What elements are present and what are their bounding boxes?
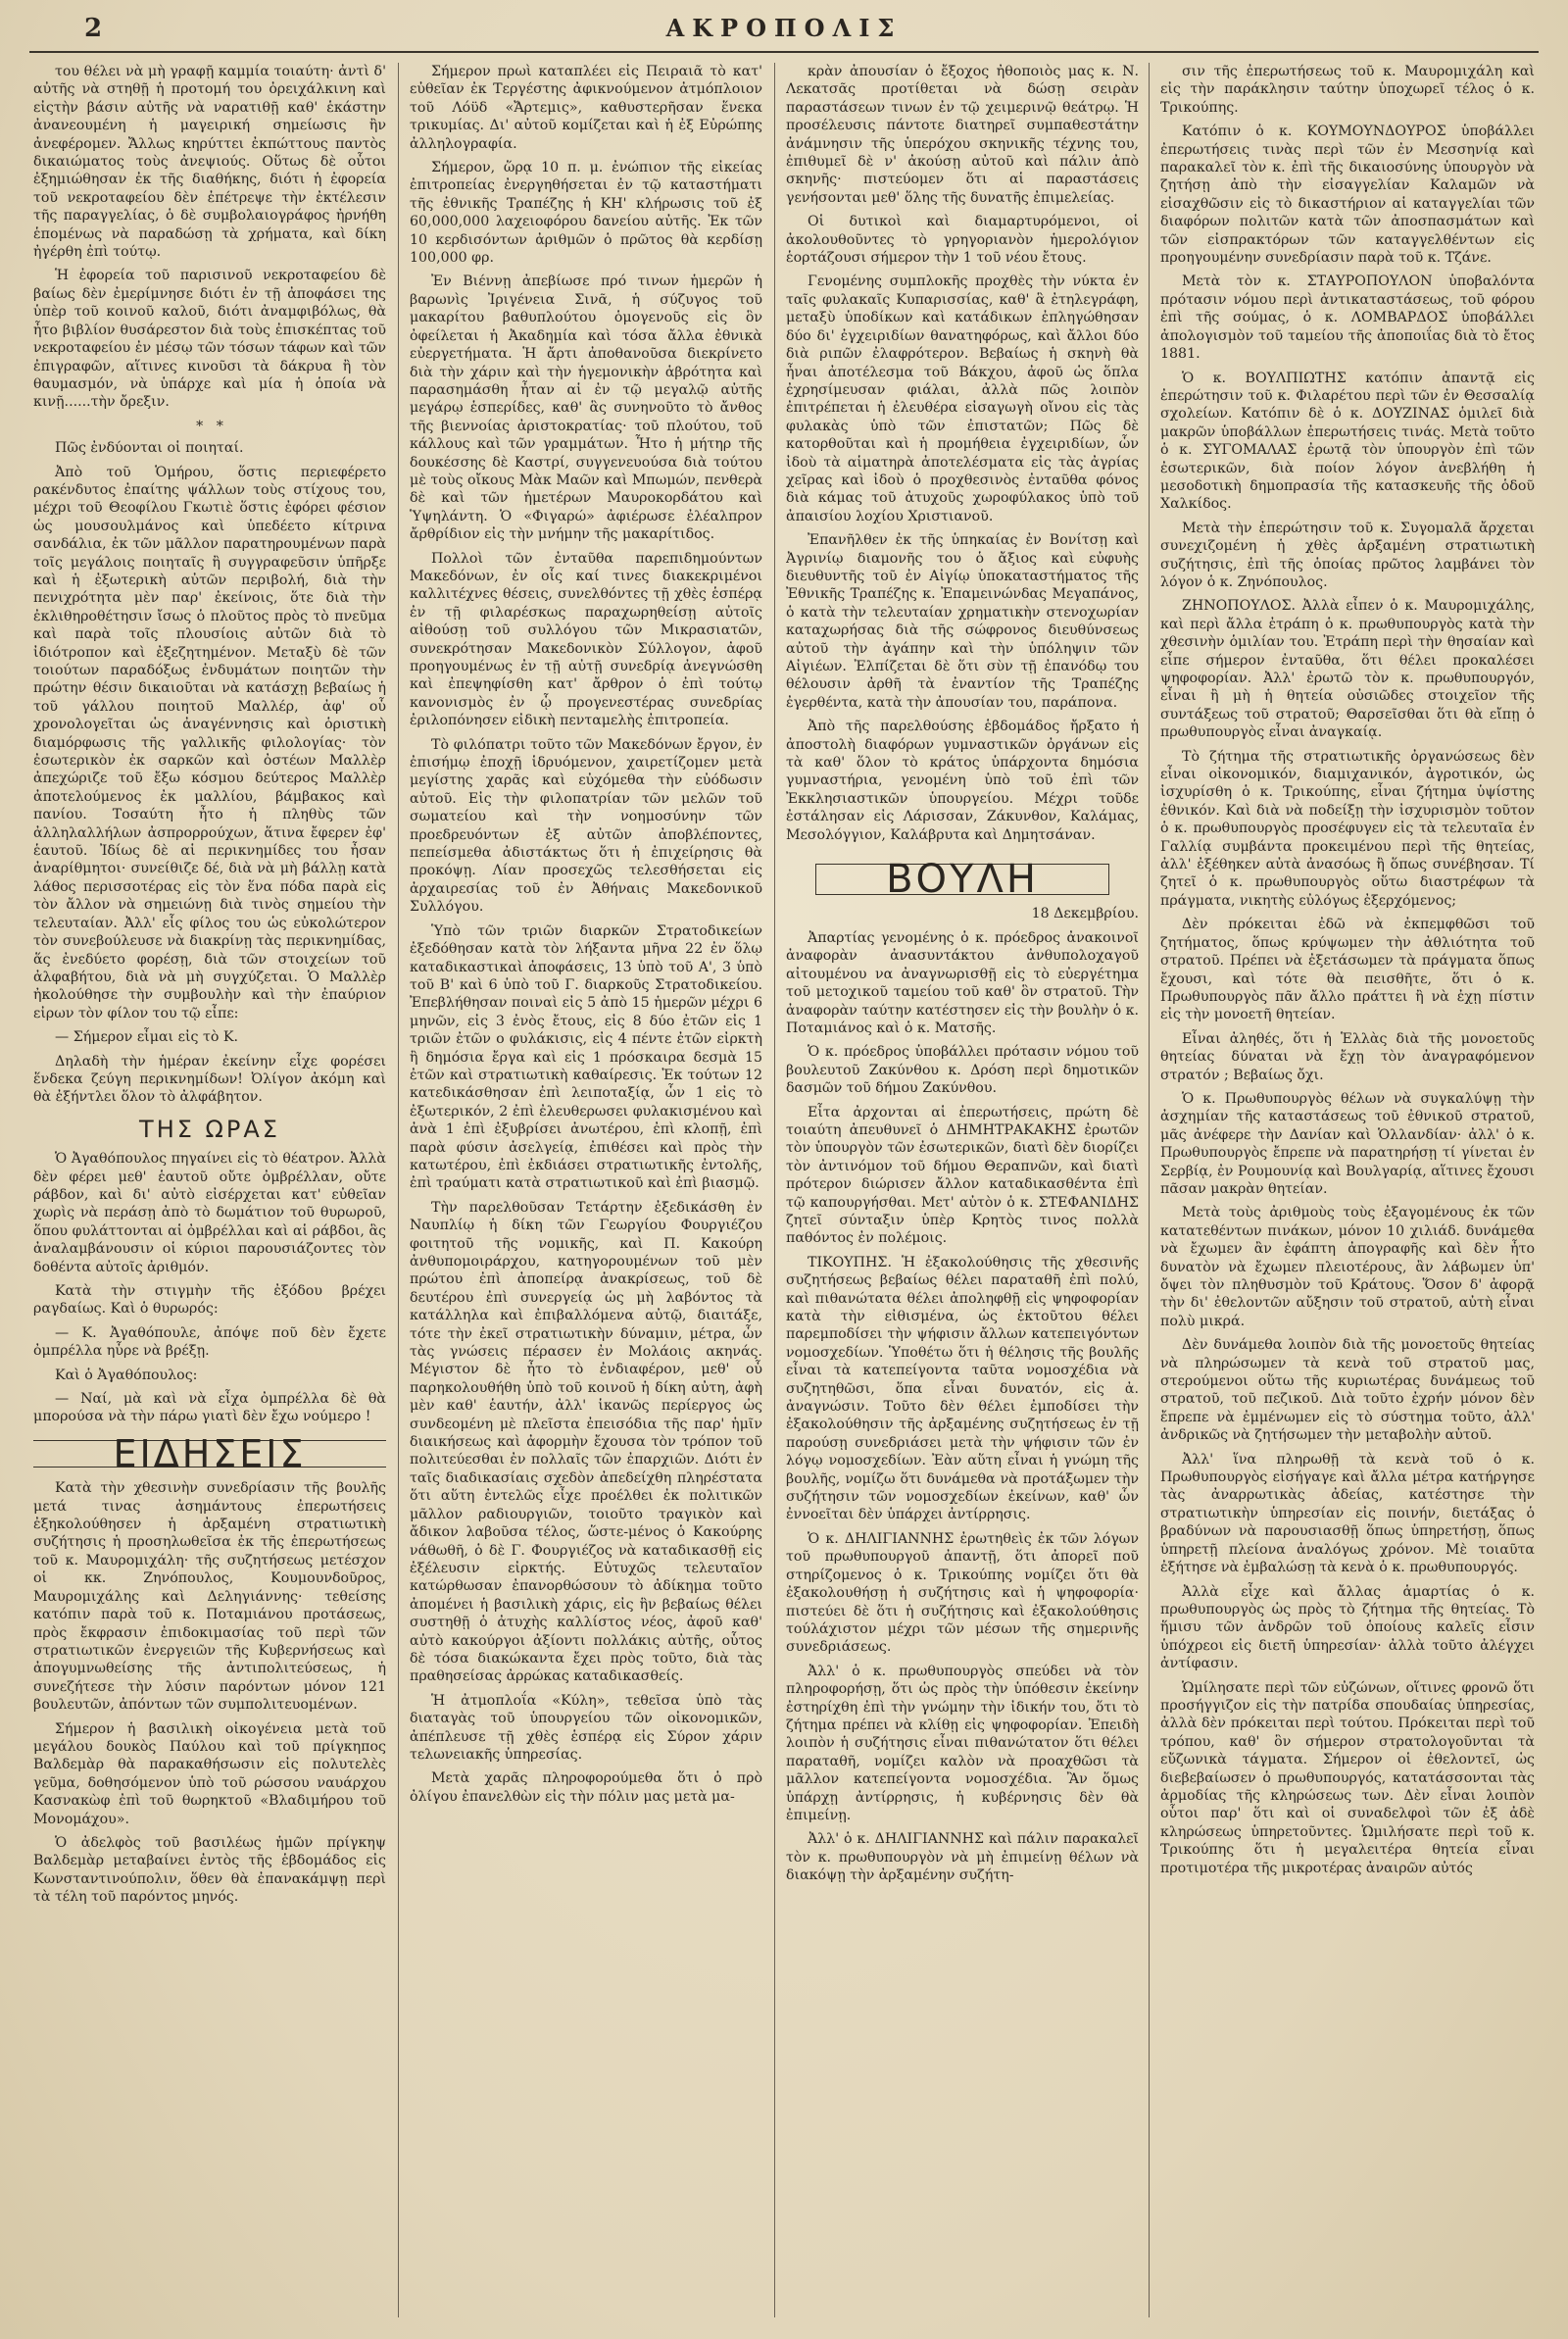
proceedings-paragraph: Ἀλλ' ὁ κ. ΔΗΛΙΓΙΑΝΝΗΣ καὶ πάλιν παρακαλεῖ τὸν κ. πρωθυπουργὸν νὰ μὴ ἐπιμείνῃ θέλων νὰ διακόψῃ τὴν ἀρξαμένην συζήτη- [786, 1831, 1139, 1884]
article-paragraph: Δηλαδὴ τὴν ἡμέραν ἐκείνην εἶχε φορέσει ἕνδεκα ζεύγη περικνημίδων! Ὀλίγον ἀκόμη καὶ θὰ ἐξήντλει ὅλον τὸ ἀλφάβητον. [33, 1053, 386, 1106]
proceedings-paragraph: ΤΙΚΟΥΠΗΣ. Ἡ ἐξακολούθησις τῆς χθεσινῆς συζητήσεως βεβαίως θέλει παραταθῆ ἐπὶ πολύ, καὶ πιθανώτατα θέλει ἀποληφθῇ εἰς ψηφοφορίαν κατὰ τὴν εἰθισμένα, ὡς ἐκτοῦτου θέλει παρεμποδίσει τὴν ψήφισιν ἄλλων κατεπειγόντων νομοσχεδίων. Ὑποθέτω ὅτι ἡ θέλησις τῆς βουλῆς εἶναι τὰ κατεπείγοντα ταῦτα νομοσχέδια νὰ συζητηθῶσι, ὅπα εἶναι δυνατόν, εἰς ἀ. ἀναγνώσιν. Τοῦτο δὲν θέλει ἐμποδίσει τὴν ἐξακολούθησιν τῆς ἀρξαμένης συζητήσεως ἐν τῇ παρούσῃ συνεδριάσει μετὰ τὴν ψήφισιν τῶν ἐν λόγῳ νομοσχεδίων. Ἐὰν αὕτη εἶναι ἡ γνώμη τῆς βουλῆς, νομίζω ὅτι δυνάμεθα νὰ προτάξωμεν τὴν συζήτησιν τῶν νομοσχεδίων ἐκείνων, καθ' ὧν ἐννοεῖται δὲν ὑπάρχει ἀντίρρησις. [786, 1254, 1139, 1523]
proceedings-paragraph: Τὸ ζήτημα τῆς στρατιωτικῆς ὀργανώσεως δὲν εἶναι οἰκονομικόν, διαμιχανικόν, ἀγροτικόν, ὡς ἰσχυρίσθη ὁ κ. Τρικούπης, εἶναι ζήτημα ὑψίστης ἐθνικόν. Καὶ διὰ νὰ ποδείξῃ τὴν ἰσχυρισμὸν τοῦτον ὁ κ. πρωθυπουργὸς προσέφυγεν εἰς τὰ τελευταῖα ἐν Γαλλίᾳ συμβάντα προκειμένου περὶ τῆς θητείας, ἀλλ' ἐξέθηκεν αὐτὰ ἀνασόως ἢ ὅπως συνέβησαν. Τί ζητεῖ ὁ κ. πρωθυπουργὸς οὕτω διαστρέφων τὰ πράγματα, νικητὴς εὐλόγως ἐξερχόμενος; [1160, 748, 1535, 909]
proceedings-paragraph: σιν τῆς ἐπερωτήσεως τοῦ κ. Μαυρομιχάλη καὶ εἰς τὴν παράκλησιν ταύτην ὑποχωρεῖ τέλος ὁ κ. Τρικούπης. [1160, 64, 1535, 116]
article-paragraph: Ὁ Ἀγαθόπουλος πηγαίνει εἰς τὸ θέατρον. Ἀλλὰ δὲν φέρει μεθ' ἑαυτοῦ οὔτε ὀμβρέλλαν, οὔτε ράβδον, καὶ δι' αὐτὸ εἰσέρχεται κατ' εὐθεῖαν χωρὶς νὰ περάσῃ ἀπὸ τὸ δωμάτιον τοῦ θυρωροῦ, ὅπου φυλάττονται αἱ ὀμβρέλλαι καὶ αἱ ράβδοι, ἃς ἀναλαμβάνουσιν οἱ κύριοι παρουσιάζοντες τὸν δοθέντα αὐτοῖς ἀριθμόν. [33, 1151, 386, 1275]
proceedings-paragraph: Ὁ κ. Πρωθυπουργὸς θέλων νὰ συγκαλύψῃ τὴν ἀσχημίαν τῆς καταστάσεως τοῦ ἐθνικοῦ στρατοῦ, μᾶς ἀνέφερε τὴν Δανίαν καὶ Ὁλλανδίαν· ἀλλ' ὁ κ. Πρωθυπουργὸς ἔπρεπε νὰ παρατηρήσῃ τί γίνεται ἐν Σερβίᾳ, ἐν Ρουμουνίᾳ καὶ Βουλγαρίᾳ, αἵτινες ἔχουσι πᾶσαν μακρὰν θητείαν. [1160, 1090, 1535, 1197]
column-divider [1149, 63, 1150, 2317]
news-item: Ἐν Βιέννῃ ἀπεβίωσε πρό τινων ἡμερῶν ἡ βαρωνὶς Ἰριγένεια Σινᾶ, ἡ σύζυγος τοῦ μακαρίτου βαθυπλούτου ὁμογενοῦς εἰς ὃν ὀφείλεται ἡ Ἀκαδημία καὶ τόσα ἄλλα ἐθνικὰ εὐεργετήματα. Ἡ ἄρτι ἀποθανοῦσα διεκρίνετο διὰ τὴν χάριν καὶ τὴν ἡγεμονικὴν ἁβρότητα καὶ παρασημάσθη ἦταν αἱ ἐν τῷ μεγαλῷ αὐτῆς μεγάρῳ ἑσπερίδες, καθ' ἃς συνηνοῦτο τὸ ἄνθος τῆς βιεννοίας ἀριστοκρατίας· τοῦ πλούτου, τοῦ κάλλους καὶ τῶν γραμμάτων. Ἧτο ἡ μήτηρ τῆς δουκέσσης δὲ Καστρί, συγγενευούσα διὰ τούτου μὲ τοὺς οἴκους Μὰκ Μαῶν καὶ Μπωμών, πενθερὰ δὲ καὶ τῶν ἡμετέρων Μαυροκορδάτου καὶ Ὑψηλάντη. Ὁ «Φιγαρώ» ἀφιέρωσε ἐλέαλπρον ἄρθρίδιον εἰς τὴν μνήμην τῆς μακαρίτιδος. [410, 274, 762, 543]
proceedings-paragraph: Μετὰ τὸν κ. ΣΤΑΥΡΟΠΟΥΛΟΝ ὑποβαλόντα πρότασιν νόμου περὶ ἀντικαταστάσεως, τοῦ φόρου ἐπὶ τῆς σούμας, ὁ κ. ΛΟΜΒΑΡΔΟΣ ὑποβάλλει ἀπολογισμὸν τοῦ ταμείου τῆς ἀποποιΐας διὰ τὸ ἔτος 1881. [1160, 274, 1535, 363]
news-item: Ἀπὸ τῆς παρελθούσης ἑβδομάδος ἤρξατο ἡ ἀποστολὴ διαφόρων γυμναστικῶν ὀργάνων εἰς τὰ καθ' ὅλον τὸ κράτος ὑπάρχοντα δημόσια γυμναστήρια, γενομένη ὑπὸ τοῦ ἐπὶ τῶν Ἐκκλησιαστικῶν ὑπουργείου. Μέχρι τοῦδε ἐστάλησαν εἰς Λάρισσαν, Ζάκυνθον, Καλάμας, Μεσολόγγιον, Καλάβρυτα καὶ Δημητσάναν. [786, 719, 1139, 843]
column-2 [410, 63, 762, 2317]
proceedings-paragraph: Ὁ κ. πρόεδρος ὑποβάλλει πρότασιν νόμου τοῦ βουλευτοῦ Ζακύνθου κ. Δρόση περὶ δημοτικῶν δασμῶν τοῦ δήμου Ζακύνθου. [786, 1044, 1139, 1097]
proceedings-paragraph: Κατόπιν ὁ κ. ΚΟΥΜΟΥΝΔΟΥΡΟΣ ὑποβάλλει ἐπερωτήσεις τινὰς περὶ τῶν ἐν Μεσσηνίᾳ καὶ παρακαλεῖ τὸν κ. ἐπὶ τῆς δικαιοσύνης ὑπουργὸν νὰ ζητήσῃ ἀπὸ τὴν εἰσαγγελίαν Καλαμῶν νὰ εἰσαχθῶσιν εἰς τὸ δικαστήριον αἱ καταγγελίαι τῶν διαφόρων πολιτῶν κατὰ τῶν ἀποσπασμάτων καὶ τῶν εἰσπρακτόρων τῶν καταγγελθέντων εἰς προηγουμένην συνεδρίασιν παρὰ τοῦ κ. Τζάνε. [1160, 124, 1535, 267]
news-item: κρὰν ἀπουσίαν ὁ ἔξοχος ἠθοποιὸς μας κ. Ν. Λεκατσᾶς προτίθεται νὰ δώσῃ σειρὰν παραστάσεων τινων ἐν τῷ χειμερινῷ θεάτρῳ. Ἡ προσέλευσις πάντοτε διατηρεῖ συμπαθεστάτην ἀνάμνησιν τῆς ὑπερόχου σκηνικῆς τέχνης του, ἐπιθυμεῖ δὲ ν' ἀκούσῃ αὐτοῦ καὶ πάλιν ἀπὸ σκηνῆς· πιστεύομεν ὅτι αἱ παραστάσεις γενήσονται μεθ' ὅλης τῆς δυνατῆς ἐπιμελείας. [786, 64, 1139, 206]
masthead-title: ΑΚΡΟΠΟΛΙΣ [665, 14, 903, 42]
article-heading: Πῶς ἐνδύονται οἱ ποιηταί. [55, 440, 244, 457]
proceedings-paragraph: ΖΗΝΟΠΟΥΛΟΣ. Ἀλλὰ εἶπεν ὁ κ. Μαυρομιχάλης, καὶ περὶ ἄλλα ἐτράπη ὁ κ. πρωθυπουργὸς κατὰ τὴν χθεσινὴν ὁμιλίαν του. Ἐτράπη περὶ τὴν θησαίαν καὶ εἶπε σήμερον ἐνταῦθα, ὅτι θέλει προκαλέσει ψηφοφορίαν. Ἀλλ' ἐρωτῶ τὸν κ. πρωθυπουργόν, εἶναι ἢ μὴ ἡ θητεία οὐσιῶδες στοιχεῖον τῆς συντάξεως τοῦ στρατοῦ; Θαρσεῖσθαι ὅτι θὰ εἴπῃ ὁ πρωθυπουργὸς εἶναι ἀναγκαίᾳ. [1160, 598, 1535, 741]
proceedings-paragraph: Μετὰ τοὺς ἀριθμοὺς τοὺς ἐξαγομένους ἐκ τῶν κατατεθέντων πινάκων, μόνον 10 χιλιάδ. δυνάμεθα νὰ ἔχωμεν ἂν ἐφάπτη ἀπογραφῆς καὶ δὲν ἦτο δυνατὸν νὰ ἔχωμεν πλειοτέρους, ἂν λάβωμεν ὑπ' ὄψει τὸν πληθυσμὸν τοῦ Κράτους. Ὅσον δ' ἀφορᾷ τὴν δι' ἐθελοντῶν αὔξησιν τοῦ στρατοῦ, αὐτὴ εἶναι πολὺ μικρά. [1160, 1205, 1535, 1329]
proceedings-paragraph: Ἀλλ' ἵνα πληρωθῇ τὰ κενὰ τοῦ ὁ κ. Πρωθυπουργὸς εἰσήγαγε καὶ ἄλλα μέτρα κατήργησε τὰς ἀναρρωτικὰς ἀδείας, κατέστησε τὴν στρατιωτικὴν ὑπηρεσίαν εἰς ποινήν, διετάξας ὁ βραδύνων νὰ παρουσιασθῇ ὅπως ὑπηρετήσῃ, ὅπως ὑπηρετῇ πλείονα ἀναλόγως χρόνον. Μὲ τοιαῦτα ἐξήτησε νὰ ἐμβαλώσῃ τὰ κενὰ ὁ κ. πρωθυπουργός. [1160, 1451, 1535, 1576]
proceedings-paragraph: Ἀλλὰ εἶχε καὶ ἄλλας ἁμαρτίας ὁ κ. πρωθυπουργὸς ὡς πρὸς τὸ ζήτημα τῆς θητείας. Τὸ ἥμισυ τῶν ἀνδρῶν τοῦ ὁποίους καλεῖς εἶσιν ὑπόχρεοι εἰς διετῆ ὑπηρεσίαν· ἀλλὰ τοῦτο ἀλέγχει ἀντίφασιν. [1160, 1583, 1535, 1672]
proceedings-paragraph: Ὁ κ. ΒΟΥΛΠΙΩΤΗΣ κατόπιν ἀπαντᾷ εἰς ἐπερώτησιν τοῦ κ. Φιλαρέτου περὶ τῶν ἐν Θεσσαλίᾳ σχολείων. Κατόπιν δὲ ὁ κ. ΔΟΥΖΙΝΑΣ ὁμιλεῖ διὰ μακρῶν ὑποβάλλων ἐπερωτήσεις τινάς. Μετὰ τοῦτο ὁ κ. ΣΥΓΟΜΑΛΑΣ ἐρωτᾷ τὸν ὑπουργὸν ἐπὶ τῶν ἐσωτερικῶν, διὰ ποίον λόγον ἀνεβλήθη ἡ μεσοδοτικὴ δημοπρασία τῆς κατασκευῆς τῆς ὁδοῦ Χαλκίδος. [1160, 370, 1535, 513]
section-title-boule: ΒΟΥΛΗ [815, 864, 1109, 895]
column-divider [398, 63, 399, 2317]
proceedings-paragraph: Εἶτα ἀρχονται αἱ ἐπερωτήσεις, πρώτη δὲ τοιαύτη ἀπευθυνεῖ ὁ ΔΗΜΗΤΡΑΚΑΚΗΣ ἐρωτῶν τὸν ὑπουργὸν τῶν ἐσωτερικῶν, διατὶ δὲν διορίζει τὸν ἀντινόμον τοῦ δήμου Θεραπνῶν, καὶ διατὶ πρότερον διώρισεν ἄλλον καταδικασθέντα ἐπὶ τῷ καπουργήσθαι. Μετ' αὐτὸν ὁ κ. ΣΤΕΦΑΝΙΔΗΣ ζητεῖ σύνταξιν ὑπὲρ Κρητὸς τινος πολλὰ παθόντος ἐν πολέμοις. [786, 1104, 1139, 1247]
dialogue-line: — Σήμερον εἶμαι εἰς τὸ Κ. [55, 1029, 238, 1046]
column-4 [1160, 63, 1535, 2317]
article-paragraph: Ἡ ἐφορεία τοῦ παρισινοῦ νεκροταφείου δὲ βαίως δὲν ἐμερίμνησε διότι ἐν τῇ ἀποφάσει της ὑπὲρ τοῦ κοινοῦ καλοῦ, διότι ἀναμφιβόλως, θὰ ἦτο βιβλίον θυσάρεστον διὰ τοὺς ἐπισκέπτας τοῦ νεκροταφείου ἐν μέσῳ τῶν τόσων τάφων καὶ τῶν ἐπιγραφῶν, αἵτινες κινοῦσι τὰ δάκρυα ἢ τὸν θαυμασμόν, νὰ ὑπάρχε καὶ μία ἡ ὁποία νὰ κινῇ......τὴν ὄρεξιν. [33, 268, 386, 411]
header-rule [29, 51, 1539, 53]
article-paragraph: Καὶ ὁ Ἀγαθόπουλος: [55, 1367, 198, 1383]
proceedings-paragraph: Ἀπαρτίας γενομένης ὁ κ. πρόεδρος ἀνακοινοῖ ἀναφορὰν ἀνασυντάκτου ἀνθυπολοχαγοῦ αἰτουμένου να ἀναγνωρισθῇ εἰς τὸ εὐεργέτημα τοῦ μετοχικοῦ ταμείου τοῦ καθ' ὃν στρατοῦ. Τὴν ἀναφορὰν ταύτην κατέστησεν εἰς τὴν βουλὴν ὁ κ. Ποταμιάνος καὶ ὁ κ. Ματσῆς. [786, 929, 1139, 1036]
news-item: Γενομένης συμπλοκῆς προχθὲς τὴν νύκτα ἐν ταῖς φυλακαῖς Κυπαρισσίας, καθ' ἃ ἐτηλεγράφη, μεταξὺ ὑποδίκων καὶ κατάδικων ἐπληγώθησαν δύο δι' ἐγχειριδίων θανατηφόρως, καὶ ἄλλοι δύο διὰ ριπῶν ἐλαφρότερον. Βεβαίως ἡ σκηνὴ θὰ ἦναι ἀποτέλεσμα τοῦ Βάκχου, ἀφοῦ ὡς ὅπλα ἐχρησίμευσαν φιάλαι, ἀλλὰ πῶς λοιπὸν ἐπιτρέπεται ἡ ἐλευθέρα εἰσαγωγὴ οἴνου εἰς τὰς φυλακὰς ὑπὸ τῶν ἐπιστατῶν; Πῶς δὲ κατορθοῦται καὶ ἡ προμήθεια ἐγχειριδίων, ὧν ἰδοὺ τὰ αἱματηρὰ ἀποτελέσματα εἰς τὰς ἀγρίας χεῖρας καὶ ἰδοὺ ὁ προχθεσινὸς ἐνταῦθα φόνος διὰ κάμας τοῦ ἀτυχοῦς χωροφύλακος ὑπὸ τοῦ ἀπαισίου λοχίου Χριστιανοῦ. [786, 274, 1139, 524]
proceedings-paragraph: Μετὰ τὴν ἐπερώτησιν τοῦ κ. Συγομαλᾶ ἄρχεται συνεχιζομένη ἡ χθὲς ἀρξαμένη στρατιωτικὴ συζήτησις, ἐπὶ τῆς ὁποίας πρῶτος λαμβάνει τὸν λόγον ὁ κ. Ζηνόπουλος. [1160, 520, 1535, 590]
section-title-tis-oras: ΤΗΣ ΩΡΑΣ [139, 1115, 280, 1143]
section-ornament: * * [196, 418, 223, 434]
proceedings-paragraph: Ἀλλ' ὁ κ. πρωθυπουργὸς σπεύδει νὰ τὸν πληροφορήσῃ, ὅτι ὡς πρὸς τὴν ὑπόθεσιν ἐκείνην ἐστηρίχθη ἐπὶ τὴν γνώμην τὴν ἰδικήν του, ὅτι τὸ ζήτημα πρέπει νὰ κλίθῃ εἰς ψηφοφορίαν. Ἐπειδὴ λοιπὸν ἡ συζήτησις εἶναι πιθανώτατον ὅτι θέλει παραταθῆ, νομίζει καλὸν νὰ προαχθῶσι τὰ μᾶλλον κατεπείγοντα νομοσχέδια. Ἂν ὅμως ὑπάρχῃ ἀντίρρησις, ἡ κυβέρνησις δὲν θὰ ἐπιμείνῃ. [786, 1663, 1139, 1823]
news-item: Σήμερον πρωὶ καταπλέει εἰς Πειραιᾶ τὸ κατ' εὐθεῖαν ἐκ Τεργέστης ἀφικνούμενον ἀτμόπλοιον τοῦ Λόϋδ «Ἄρτεμις», καθυστερῆσαν ἕνεκα τρικυμίας. Δι' αὐτοῦ κομίζεται καὶ ἡ ἐξ Εὐρώπης ἀλληλογραφία. [410, 64, 762, 152]
section-title-eidiseis: ΕΙΔΗΣΕΙΣ [33, 1440, 386, 1468]
article-paragraph: του θέλει νὰ μὴ γραφῇ καμμία τοιαύτη· ἀντὶ δ' αὐτῆς νὰ στηθῇ ἡ προτομή του ὀρειχάλκινη καὶ εἰςτὴν βάσιν αὐτῆς νὰ ναρατιθῇ καθ' ἑκάστην ἀνανεουμένη ἡ μαγειρική σημείωσις ἢν ἀνεφέρομεν. Ἄλλως κηρύττει ἐκπώττους παντὸς δικαιώματος τοὺς ἀνεψιούς. Οὕτως δὲ οὗτοι ἐξημιώθησαν ἐκ τῆς διαθήκης, διότι ἡ ἐφορεία τοῦ νεκροταφείου δὲν ἐπέτρεψε τὴν ἐκτέλεσιν τῆς παραγγελίας, ὁ δὲ συμβολαιογράφος ἠρνήθη ἑπομένως νὰ παραδώσῃ τὰ χρήματα, καὶ δίκη ἠγέρθη ἐπὶ τούτῳ. [33, 64, 386, 261]
news-item: Κατὰ τὴν χθεσινὴν συνεδρίασιν τῆς βουλῆς μετά τινας ἀσημάντους ἐπερωτήσεις ἐξηκολούθησεν ἡ ἀρξαμένη στρατιωτικὴ συζήτησις ἡ προσηλωθεῖσα ἐκ τῆς ἐπερωτήσεως τοῦ κ. Μαυρομιχάλη· τῆς συζητήσεως μετέσχον οἱ κκ. Ζηνόπουλος, Κουμουνδοῦρος, Μαυρομιχάλης καὶ Δεληγιάννης· τεθείσης κατόπιν παρὰ τοῦ κ. Ποταμιάνου προτάσεως, πρὸς ἔκφρασιν ἐπιδοκιμασίας τοῦ περὶ τῶν στρατιωτικῶν ἐνεργειῶν τῆς Κυβερνήσεως καὶ ἀπογυμνωθείσης τῆς ἀντιπολιτεύσεως, ἡ συνεζήτεσε τὴν λύσιν παρόντων μόνον 121 βουλευτῶν, ἀπόντων τῶν συμπολιτευομένων. [33, 1480, 386, 1714]
article-paragraph: Ἀπὸ τοῦ Ὁμήρου, ὅστις περιεφέρετο ρακένδυτος ἐπαίτης ψάλλων τοὺς στίχους του, μέχρι τοῦ Θεοφίλου Γκωτιὲ ὅστις ἐφόρει φέσιον ὡς μουσουλμάνος καὶ ὑπεδέετο κίτρινα σανδάλια, ἐκ τῶν μᾶλλον παρατηρουμένων παρὰ τοῖς μεγάλοις ποιηταῖς ἢ συγγραφεῦσιν ὑπῆρξε καὶ ἡ ἐξωτερικὴ αὐτῶν περιβολή, διὰ τὴν πενιχρότητα μὲν παρ' ἐκείνοις, ὅτε διὰ τὴν ἐκλιθηροθέτησιν ἴσως ὁ πλοῦτος πρὸς τὸ πνεῦμα καὶ παρὰ τοῖς πλουσίοις αὐτῶν διὰ τὸ ἰδιότροπον καὶ ἐξεζητημένον. Μεταξὺ δὲ τῶν τοιούτων παραδόξως ἐνδυμάτων ποιητῶν τὴν πρώτην θέσιν δικαιοῦται νὰ κατάσχῃ βεβαίως ἡ τοῦ γάλλου ποιητοῦ Μαλλέρ, ἀφ' οὗ χρονολογεῖται ὡς ἀναγέννησις καὶ ὁριστικὴ διαμόρφωσις τῆς γαλλικῆς φιλολογίας· τὸν ἐσωτερικὸν ἐκ σαρκῶν καὶ ὀστέων Μαλλὲρ ἀπεχώριζε τοῦ ἔξω κόσμου δεύτερος Μαλλὲρ ἀποτελούμενος ἐκ μαλλίου, βάμβακος καὶ πανίου. Τοσαύτη ἦτο ἡ πληθὺς τῶν ἀλληλαλλήλων ἀσπρορρούχων, ἅτινα ἔφερεν ἐφ' ἑαυτοῦ. Ἰδίως δὲ αἱ περικνημίδες του ἦσαν ἀναρίθμητοι· συνείθιζε δέ, διὰ νὰ μὴ βάλλῃ κατὰ λάθος περισσοτέρας εἰς τὸν ἕνα πόδα παρὰ εἰς τὸν ἄλλον νὰ σημειώνῃ διὰ τινὸς σημείου τὴν τελευταίαν. Ἀλλ' εἷς φίλος του ὡς εὐκολώτερον τὸν συνεβούλευσε νὰ διακρίνῃ τὰς περικνημίδας, ἅς ἐνεδύετο φορέσῃ, διὰ τῶν στοιχείων τοῦ ἀλφαβήτου, διὰ νὰ μὴ συγχύζεται. Ὁ Μαλλὲρ ἠκολούθησε τὴν συμβουλὴν καὶ τὴν ἐπαύριον εἰρων τὸν φίλον του τῷ εἶπε: [33, 464, 386, 1021]
column-1 [33, 63, 386, 2317]
page-number: 2 [84, 14, 103, 43]
news-item: Σήμερον ἡ βασιλικὴ οἰκογένεια μετὰ τοῦ μεγάλου δουκὸς Παύλου καὶ τοῦ πρίγκηπος Βαλδεμὰρ θὰ παρακαθήσωσιν εἰς πολυτελὲς γεῦμα, δοθησόμενον ὑπὸ τοῦ ρώσσου ναυάρχου Κασνακὼφ ἐπὶ τοῦ θωρηκτοῦ «Βλαδιμήρου τοῦ Μονομάχου». [33, 1720, 386, 1827]
column-divider [774, 63, 775, 2317]
proceedings-paragraph: Δὲν πρόκειται ἐδῶ νὰ ἐκπεμφθῶσι τοῦ ζητήματος, ὅπως κρύψωμεν τὴν ἀθλιότητα τοῦ στρατοῦ. Πρέπει νὰ ἐξετάσωμεν τὰ πράγματα ὅπως ἔχουσι, καὶ τότε θὰ πεισθῆτε, ὅτι ὁ κ. Πρωθυπουργὸς πᾶν ἄλλο πράττει ἢ νὰ ἐχῃ πίστιν εἰς τὴν μονοετῆ θητείαν. [1160, 917, 1535, 1023]
proceedings-paragraph: Εἶναι ἀληθές, ὅτι ἡ Ἑλλὰς διὰ τῆς μονοετοῦς θητείας δύναται νὰ ἔχῃ τὸν ἀναγραφόμενον στρατόν ; Βεβαίως ὄχι. [1160, 1030, 1535, 1083]
news-item: Ὑπὸ τῶν τριῶν διαρκῶν Στρατοδικείων ἐξεδόθησαν κατὰ τὸν λήξαντα μῆνα 22 ἐν ὅλῳ καταδικαστικαὶ ἀποφάσεις, 13 ὑπὸ τοῦ Α', 3 ὑπὸ τοῦ Β' καὶ 6 ὑπὸ τοῦ Γ. διαρκοῦς Στρατοδικείου. Ἐπεβλήθησαν ποιναὶ εἰς 5 ἀπὸ 15 ἡμερῶν μέχρι 6 μηνῶν, εἰς 3 ἐνὸς ἔτους, εἰς 8 δύο ἐτῶν εἰς 1 τριῶν ἐτῶν ο φυλάκισις, εἰς 4 πέντε ἐτῶν εἰρκτὴ ἢ δημόσια ἔργα καὶ εἰς 1 πρόσκαιρα δεσμὰ 15 ἐτῶν καὶ στρατιωτικὴ καθαίρεσις. Ἐκ τούτων 12 κατεδικάσθησαν ἐπὶ λειποταξίᾳ, ὧν 1 εἰς τὸ ἐξωτερικόν, 2 ἐπὶ ἐλευθερωσει φυλακισμένου καὶ ἀνὰ 1 ἐπὶ ἐξυβρίσει ἀνωτέρου, ἐπὶ κλοπῇ, ἐπὶ παρὰ φύσιν ἀσελγείᾳ, ἐπιθέσει καὶ πρὸς τὴν κατωτέρου, ἐπὶ ἐκδιάσει στρατιωτικῆς ἐντολῆς, ἐπὶ τραύματι κατὰ στρατιωτικοῦ καὶ ἐπὶ βιασμῷ. [410, 922, 762, 1192]
news-item: Τὴν παρελθοῦσαν Τετάρτην ἐξεδικάσθη ἐν Ναυπλίῳ ἡ δίκη τῶν Γεωργίου Φουργιέζου φοιτητοῦ τῆς νομικῆς, καὶ Π. Κακούρη ἀνθυπομοιράρχου, κατηγορουμένων τοῦ μὲν πρώτου ἐπὶ ἀποπείρᾳ ἀνακρίσεως, τοῦ δὲ δευτέρου ἐπὶ συνεργείᾳ ὡς μὴ λαβόντος τὰ κατάλληλα καὶ ἐπιβαλλόμενα αὐτῷ, διαιτάξε, τότε τὴν ἐκεῖ στρατιωτικὴν δύναμιν, μέτρα, ὧν τὰς γνώσεις πέρασεν ἐν Μολάοις ακηνάς. Μέγιστον δὲ ἦτο τὸ ἐνδιαφέρον, μεθ' οὗ παρηκολουθήθη ὑπὸ τοῦ κοινοῦ ἡ δίκη αὐτη, ἀφὴ μὲν καθ' ἑαυτήν, ἀλλ' ἱκανῶς περίεργος ὡς συνδεομένη μὲ πλεῖστα ἐπεισόδια τῆς παρ' ἡμῖν διαικήσεως καὶ ἀφορμὴν ἔχουσα τὸν τρόπον τοῦ πολιτεύεσθαι ἐν πολλαῖς τῶν ἐπαρχιῶν. Διότι ἐν ταῖς διαδικασίαις σχεδὸν ἀπεδείχθη πληρέστατα ὅτι αὕτη ἐντελῶς εἶχε προέλθει ἐκ πολιτικῶν μᾶλλον ραδιουργιῶν, τοιοῦτο τραγικὸν καὶ ἄδικον λαβοῦσα τέλος, ὥστε-μένος ὁ Κακούρης νάθωθῆ, ὁ δὲ Γ. Φουργιέζος νὰ καταδικασθῇ εἰς ἐξέλευσιν εἰρκτής. Εὐτυχῶς τελευταῖον κατώρθωσαν ἐπανορθώσουν τὸ ἀδίκημα τοῦτο ἀπομένει ἡ βασιλικὴ χάρις, εἰς ἣν βεβαίως θέλει συστηθῇ ὁ ἀτυχὴς καλλίστος νέος, ἀφοῦ καθ' αὐτὸ κακούργοι ἀξίοντι πολλάκις αὐτῆς, οὗτος δὲ τόσα διακώκαντα ἔχει πρὸς τοῦτο, διὰ τὰς πραθησείσας ἀρρώκας καταδικασθείς. [410, 1199, 762, 1685]
article-paragraph: Κατὰ τὴν στιγμὴν τῆς ἐξόδου βρέχει ραγδαίως. Καὶ ὁ θυρωρός: [33, 1283, 386, 1318]
news-item: Μετὰ χαρᾶς πληροφορούμεθα ὅτι ὁ πρὸ ὀλίγου ἐπανελθὼν εἰς τὴν πόλιν μας μετὰ μα- [410, 1770, 762, 1805]
news-item: Ἡ ἀτμοπλοΐα «Κύλη», τεθεῖσα ὑπὸ τὰς διαταγὰς τοῦ ὑπουργείου τῶν οἰκονομικῶν, ἀπέπλευσε τῇ χθὲς ἑσπέρᾳ εἰς Σύρον χάριν τελωνειακῆς ὑπηρεσίας. [410, 1692, 762, 1763]
news-item: Τὸ φιλόπατρι τοῦτο τῶν Μακεδόνων ἔργον, ἐν ἐπισήμῳ ἐποχῇ ἱδρυόμενον, χαιρετίζομεν μετὰ μεγίστης χαρᾶς καὶ εὐχόμεθα τὴν εὐόδωσιν αὐτοῦ. Εἰς τὴν φιλοπατρίαν τῶν μελῶν τοῦ σωματείου καὶ τὴν νοημοσύνην τῶν προεδρευόντων ἐξ αὐτῶν ἀποβλέποντες, πεπείσμεθα ἀδιστάκτως ὅτι ἡ ἐπιχείρησις θὰ προκόψῃ. Λίαν προσεχῶς τελεσθήσεται εἰς ἀρχαιρεσίας τοῦ ἐν Ἀθήναις Μακεδονικοῦ Συλλόγου. [410, 736, 762, 916]
proceedings-paragraph: Ὁ κ. ΔΗΛΙΓΙΑΝΝΗΣ ἐρωτηθεὶς ἐκ τῶν λόγων τοῦ πρωθυπουργοῦ ἀπαντῇ, ὅτι ἀπορεῖ ποῦ στηρίζομενος ὁ κ. Τρικούπης νομίζει ὅτι θὰ ἐξακολουθήσῃ ἡ συζήτησις καὶ ἡ ψηφοφορία· πιστεύει δὲ ὅτι ἡ συζήτησις καὶ ἐξακολούθησις τούλάχιστον μέχρι τῶν μέσων τῆς σημερινῆς συνεδριάσεως. [786, 1530, 1139, 1656]
column-3 [786, 63, 1139, 2317]
news-item: Πολλοὶ τῶν ἐνταῦθα παρεπιδημούντων Μακεδόνων, ἐν οἷς καί τινες διακεκριμένοι καλλιτέχνες θέσεις, συνελθόντες τῇ χθὲς ἑσπέρᾳ ἐν τῇ φιλαρέσκως παραχωρηθείσῃ αὐτοῖς αἰθούσῃ τοῦ συλλόγου τῶν Μικρασιατῶν, συνεκρότησαν Μακεδονικὸν Σύλλογον, ἀφοῦ προηγουμένως ἐν τῇ αὐτῇ συνεδρίᾳ ἀνεγνώσθη καὶ ἐπεψηφίσθη κατ' ἄρθρον ὁ ἐπὶ τούτῳ κανονισμὸς ἐν ᾧ προγενεστέρας συνεδρίας ἐριλοπόνησεν εἰδικὴ πενταμελὴς ἐπιτροπεία. [410, 550, 762, 729]
news-item: Ὁ ἀδελφὸς τοῦ βασιλέως ἡμῶν πρίγκηψ Βαλδεμὰρ μεταβαίνει ἐντὸς τῆς ἑβδομάδος εἰς Κωνσταντινούπολιν, ὅθεν θὰ ἐπανακάμψῃ περὶ τὰ τέλη τοῦ παρόντος μηνός. [33, 1834, 386, 1906]
proceedings-paragraph: Δὲν δυνάμεθα λοιπὸν διὰ τῆς μονοετοῦς θητείας νὰ πληρώσωμεν τὰ κενὰ τοῦ στρατοῦ μας, στερούμενοι οὕτω τῆς κυριωτέρας δυνάμεως τοῦ στρατοῦ, τοῦ πεζικοῦ. Διὰ τοῦτο ἐχρήν μόνον δὲν ἔπρεπε νὰ ἐμμένωμεν εἰς τὸ σύστημα τοῦτο, ἀλλ' ἀνδρικῶς νὰ ζητήσωμεν τὴν μεταβολὴν αὐτοῦ. [1160, 1337, 1535, 1444]
dialogue-line: — Ναί, μὰ καὶ νὰ εἶχα ὀμπρέλλα δὲ θὰ μπορούσα νὰ τὴν πάρω γιατὶ δὲν ἔχω νούμερο ! [33, 1391, 386, 1425]
news-item: Σήμερον, ὥρᾳ 10 π. μ. ἐνώπιον τῆς εἰκείας ἐπιτροπείας ἐνεργηθήσεται ἐν τῷ καταστήματι τῆς ἐθνικῆς Τραπέζης ἡ ΚΗ' κλήρωσις τοῦ ἐξ 60,000,000 λαχειοφόρου δανείου αὐτῆς. Ἐκ τῶν 10 κερδισόντων ἀριθμῶν ὁ πρῶτος θὰ κερδίσῃ 100,000 φρ. [410, 160, 762, 267]
proceedings-paragraph: Ὡμίλησατε περὶ τῶν εὐζώνων, οἵτινες φρονῶ ὅτι προσήγγιζον εἰς τὴν πατρίδα σπουδαίας ὑπηρεσίας, ἀλλὰ δὲν πρόκειται περὶ τούτου. Πρόκειται περὶ τοῦ τρόπου, καθ' ὃν σήμερον στρατολογοῦνται τὰ εὔζωνικὰ τάγματα. Σήμερον οἱ ἐθελοντεῖ, ὡς διεβεβαίωσεν ὁ πρωθυπουργός, κατατάσσονται τὰς ἀρμοδίας τῆς κληρώσεως των. Δὲν εἶναι λοιπὸν οὗτοι παρ' ὅτι καὶ οἱ συναδελφοὶ τῶν ἐξ ἀδὲ κληρώσεως ὑπηρετοῦντες. Ὡμιλήσατε περὶ τοῦ κ. Τρικούπης ὅτι ἡ μεγαλειτέρα θητεία εἶναι προτιμοτέρα τῆς μικροτέρας ἀναιρῶν αὐτός [1160, 1679, 1535, 1876]
dialogue-line: — Κ. Ἀγαθόπουλε, ἀπόψε ποῦ δὲν ἔχετε ὀμπρέλλα ηὗρε νὰ βρέξῃ. [33, 1324, 386, 1360]
news-item: Οἱ δυτικοὶ καὶ διαμαρτυρόμενοι, οἱ ἀκολουθοῦντες τὸ γρηγοριανὸν ἡμερολόγιον ἑορτάζουσι σήμερον τὴν 1 τοῦ νέου ἔτους. [786, 214, 1139, 267]
dateline: 18 Δεκεμβρίου. [1031, 906, 1139, 922]
news-item: Ἐπανῆλθεν ἐκ τῆς ὑπηκαίας ἐν Βονίτσῃ καὶ Ἀγρινίῳ διαμονῆς του ὁ ἄξιος καὶ εὐφυὴς διευθυντῆς τοῦ ἐν Αἰγίῳ ὑποκαταστήματος τῆς Ἐθνικῆς Τραπέζης κ. Ἐπαμεινώνδας Μεγαπάνος, ὁ κατὰ τὴν τελευταίαν χρηματικὴν στενοχωρίαν καταχωρήσας διὰ τῆς σώφρονος διευθύνσεως αὐτοῦ τὴν ἀγάπην καὶ τὴν ὑπόληψιν τῶν Αἰγιέων. Ἐλπίζεται δὲ ὅτι σὺν τῇ ἐπανόδῳ του θέλουσιν ἀρθῆ τὰ ἐναντίον τῆς Τραπέζης ἐγερθέντα, κατὰ τὴν ἀπουσίαν του, παράπονα. [786, 532, 1139, 711]
